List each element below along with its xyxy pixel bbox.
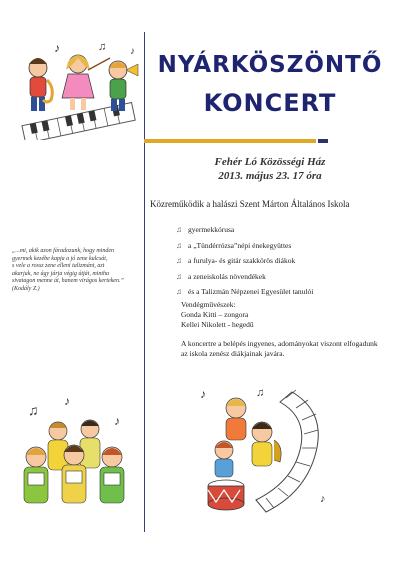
guests-block	[181, 300, 254, 330]
svg-text:♪: ♪	[114, 414, 120, 428]
svg-text:♪: ♪	[54, 41, 60, 55]
guest-item: Kellei Nikolett - hegedű	[181, 320, 254, 329]
guests-heading: Vendégművészek:	[181, 300, 236, 309]
svg-text:♫: ♫	[28, 404, 39, 419]
svg-text:♪: ♪	[200, 387, 206, 401]
gold-divider-bar	[144, 139, 316, 143]
group-label: a „Tündérrózsa”népi énekegyüttes	[188, 240, 292, 250]
children-choir-illustration	[18, 395, 136, 515]
group-label: a furulya- és gitár szakkörös diákok	[188, 256, 296, 265]
svg-text:♪: ♪	[130, 46, 135, 57]
kids-orchestra-illustration	[196, 382, 336, 522]
music-note-icon: ♫	[176, 256, 182, 265]
admission-note: A koncertre a belépés ingyenes, adományokat viszont elfogadunk az iskola zenész diákjainak javára.	[181, 339, 378, 358]
event-datetime: 2013. május 23. 17 óra	[218, 170, 322, 182]
title-line-2: KONCERT	[203, 89, 337, 117]
list-item	[176, 238, 313, 254]
music-note-icon: ♫	[176, 240, 182, 250]
quote-line: sivatagon menne át, hanem virágos kerteken.”	[12, 278, 124, 285]
svg-text:♫: ♫	[256, 387, 265, 399]
venue-block	[150, 155, 390, 183]
title-line-1: NYÁRKÖSZÖNTŐ	[157, 52, 383, 78]
music-note-icon: ♫	[176, 225, 182, 234]
svg-text:♫: ♫	[98, 41, 107, 53]
quote-line: gyermek kezébe kapja a jó zene kulcsát,	[12, 255, 108, 262]
group-label: a zeneiskolás növendékek	[188, 271, 266, 281]
quote-line: „...mi, akik azon fáradozunk, hogy minden	[12, 248, 114, 254]
participants-intro: Közreműködik a halászi Szent Márton Általános Iskola	[150, 199, 350, 209]
group-label: és a Talizmán Népzenei Egyesület tanulói	[188, 287, 314, 296]
list-item	[176, 269, 313, 285]
list-item	[176, 253, 313, 269]
quote-line: s vele a rossz zene elleni talizmánt, azt	[12, 263, 105, 270]
list-item	[176, 284, 313, 300]
navy-divider-bar	[318, 139, 328, 143]
svg-text:♪: ♪	[320, 493, 326, 505]
groups-list	[176, 222, 313, 300]
venue-name: Fehér Ló Közösségi Ház	[214, 156, 326, 168]
group-label: gyermekkórusa	[188, 225, 235, 234]
kids-band-illustration	[14, 40, 142, 140]
quote-line: akarjuk, ne úgy járja végig útját, mintha	[12, 270, 109, 277]
kodaly-quote	[12, 248, 140, 294]
list-item	[176, 222, 313, 238]
music-note-icon: ♫	[176, 287, 182, 296]
quote-author: (Kodály Z.)	[12, 285, 40, 292]
music-note-icon: ♫	[176, 271, 182, 281]
guest-item: Gonda Kitti – zongora	[181, 310, 249, 319]
svg-text:♪: ♪	[64, 395, 70, 408]
vertical-divider	[144, 32, 145, 532]
